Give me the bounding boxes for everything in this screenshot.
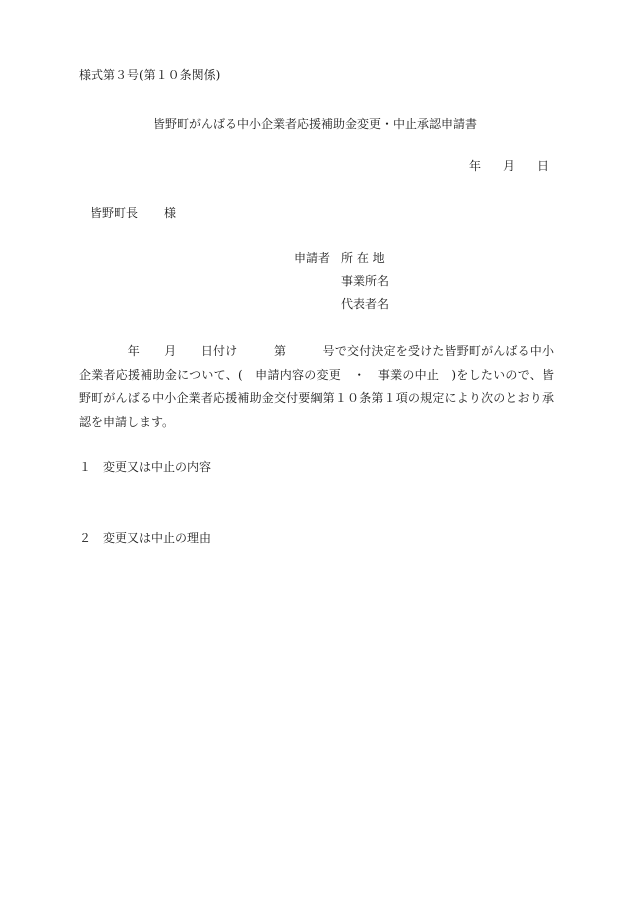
date-year: 年 <box>469 159 482 173</box>
date-month: 月 <box>503 159 516 173</box>
section-1-label: 変更又は中止の内容 <box>103 460 212 474</box>
addressee-name: 皆野町長 <box>90 206 139 220</box>
section-2 <box>79 530 211 546</box>
section-2-label: 変更又は中止の理由 <box>103 531 212 545</box>
section-2-number: ２ <box>79 531 92 545</box>
address-label: 所 在 地 <box>341 251 385 265</box>
date-day: 日 <box>537 159 550 173</box>
document-title: 皆野町がんばる中小企業者応援補助金変更・中止承認申請書 <box>152 117 477 131</box>
date-line <box>469 158 549 174</box>
section-1 <box>79 459 211 475</box>
applicant-label: 申請者 <box>294 251 331 265</box>
addressee-honorific: 様 <box>164 206 177 220</box>
business-name-label: 事業所名 <box>341 274 390 288</box>
body-paragraph: 年 月 日付け 第 号で交付決定を受けた皆野町がんばる中小企業者応援補助金について、( 申請内容の変更 ・ 事業の中止 )をしたいので、皆野町がんばる中小企業者応援補助金交付要綱第１０条第１項の規定により次のとおり承認を申請します。 <box>79 344 554 429</box>
form-number: 様式第３号(第１０条関係) <box>79 68 221 82</box>
representative-label: 代表者名 <box>341 297 390 311</box>
addressee <box>90 205 176 221</box>
section-1-number: １ <box>79 460 92 474</box>
